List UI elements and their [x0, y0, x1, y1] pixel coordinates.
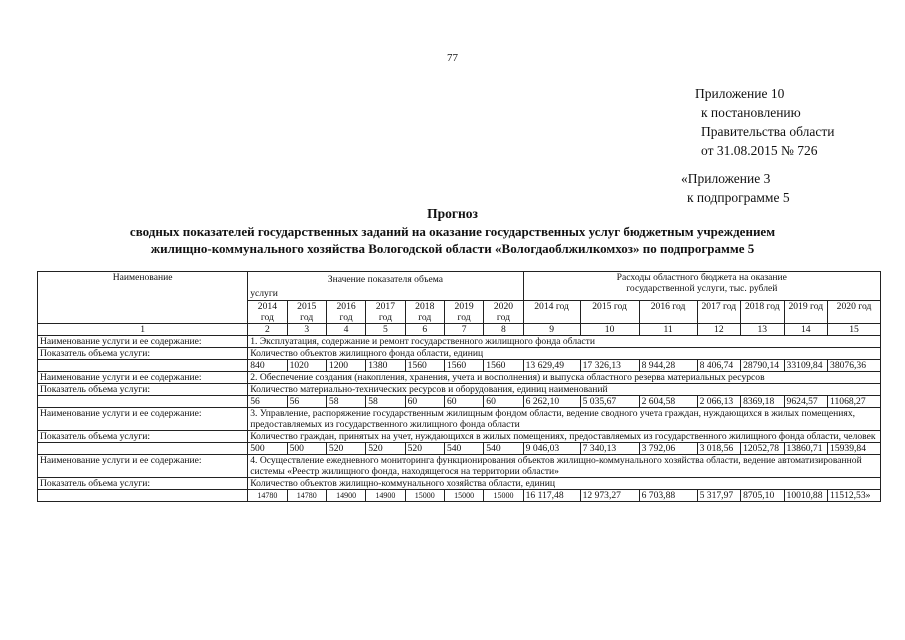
expense-value: 11512,53»: [828, 490, 881, 502]
header-name: Наименование: [38, 272, 248, 324]
volume-indicator: Количество объектов жилищного фонда области, единиц: [248, 348, 881, 360]
volume-value: 520: [405, 443, 444, 455]
annex-heading: [695, 84, 834, 160]
values-row-blank: [38, 396, 248, 408]
annex-line-3: Правительства области: [701, 124, 835, 139]
column-number: 11: [639, 324, 697, 336]
column-number: 13: [741, 324, 784, 336]
service-name-row: [38, 455, 881, 478]
page-number: 77: [447, 52, 458, 64]
expense-value: 17 326,13: [580, 360, 639, 372]
column-number: 5: [366, 324, 405, 336]
header-expense-group-line-2: государственной услуги, тыс. рублей: [626, 283, 778, 294]
column-number: 6: [405, 324, 444, 336]
expense-value: 38076,36: [828, 360, 881, 372]
expense-value: 12 973,27: [580, 490, 639, 502]
volume-value: 14780: [248, 490, 287, 502]
annex-sub-line-1: «Приложение 3: [681, 171, 771, 186]
column-number: 4: [326, 324, 365, 336]
volume-value: 540: [444, 443, 483, 455]
expense-value: 12052,78: [741, 443, 784, 455]
document-title: Прогноз: [427, 206, 478, 221]
column-number: 15: [828, 324, 881, 336]
volume-value: 1020: [287, 360, 326, 372]
service-name-label: Наименование услуги и ее содержание:: [38, 455, 248, 478]
header-volume-group-text: Значение показателя объема: [327, 274, 444, 285]
forecast-table: [37, 271, 881, 502]
header-volume-year: 2019 год: [444, 301, 483, 324]
values-row: [38, 396, 881, 408]
expense-value: 15939,84: [828, 443, 881, 455]
expense-value: 5 317,97: [697, 490, 740, 502]
volume-value: 1380: [366, 360, 405, 372]
expense-value: 10010,88: [784, 490, 827, 502]
volume-value: 14900: [326, 490, 365, 502]
volume-value: 15000: [484, 490, 523, 502]
volume-value: 1560: [405, 360, 444, 372]
expense-value: 9 046,03: [523, 443, 580, 455]
document-subtitle-line-1: сводных показателей государственных заданий на оказание государственных услуг бюджетным учреждением: [129, 224, 776, 239]
header-expense-year: 2017 год: [697, 301, 740, 324]
expense-value: 13 629,49: [523, 360, 580, 372]
volume-value: 56: [287, 396, 326, 408]
expense-value: 8369,18: [741, 396, 784, 408]
expense-value: 5 035,67: [580, 396, 639, 408]
header-volume-year: 2018 год: [405, 301, 444, 324]
volume-value: 500: [248, 443, 287, 455]
volume-value: 58: [326, 396, 365, 408]
header-expense-year: 2020 год: [828, 301, 881, 324]
expense-value: 13860,71: [784, 443, 827, 455]
volume-value: 1560: [444, 360, 483, 372]
service-name-row: [38, 372, 881, 384]
volume-value: 520: [326, 443, 365, 455]
volume-indicator-row: [38, 384, 881, 396]
values-row: [38, 443, 881, 455]
expense-value: 2 604,58: [639, 396, 697, 408]
volume-indicator: Количество материально-технических ресурсов и оборудования, единиц наименований: [248, 384, 881, 396]
service-content: 1. Эксплуатация, содержание и ремонт государственного жилищного фонда области: [248, 336, 881, 348]
column-number: 8: [484, 324, 523, 336]
service-name-row: [38, 408, 881, 431]
volume-value: 14900: [366, 490, 405, 502]
column-number: 10: [580, 324, 639, 336]
values-row: [38, 360, 881, 372]
volume-value: 840: [248, 360, 287, 372]
volume-value: 56: [248, 396, 287, 408]
values-row: [38, 490, 881, 502]
volume-value: 540: [484, 443, 523, 455]
header-expense-year: 2019 год: [784, 301, 827, 324]
column-number: 3: [287, 324, 326, 336]
volume-indicator: Количество граждан, принятых на учет, нуждающихся в жилых помещениях, предоставляемых из государственного жилищного фонда области, человек: [248, 431, 881, 443]
volume-indicator-row: [38, 348, 881, 360]
header-expense-year: 2016 год: [639, 301, 697, 324]
service-name-label: Наименование услуги и ее содержание:: [38, 372, 248, 384]
header-volume-year: 2016 год: [326, 301, 365, 324]
expense-value: 8 406,74: [697, 360, 740, 372]
volume-value: 1560: [484, 360, 523, 372]
volume-value: 500: [287, 443, 326, 455]
annex-sub-heading: [681, 169, 790, 207]
volume-value: 1200: [326, 360, 365, 372]
volume-indicator-row: [38, 431, 881, 443]
volume-indicator-label: Показатель объема услуги:: [38, 384, 248, 396]
volume-value: 60: [405, 396, 444, 408]
service-name-row: [38, 336, 881, 348]
header-volume-group: [248, 272, 523, 301]
document-subtitle-line-2: жилищно-коммунального хозяйства Вологодской области «Вологдаоблжилкомхоз» по подпрограмме 5: [150, 241, 755, 256]
service-name-label: Наименование услуги и ее содержание:: [38, 408, 248, 431]
annex-line-2: к постановлению: [701, 105, 801, 120]
service-content: 4. Осуществление ежедневного мониторинга функционирования объектов жилищно-коммунального хозяйства области, ведение автоматизированной системы «Реестр жилищного фонда, находящегося на территории области»: [248, 455, 881, 478]
volume-value: 15000: [444, 490, 483, 502]
header-expense-year: 2015 год: [580, 301, 639, 324]
volume-indicator-label: Показатель объема услуги:: [38, 348, 248, 360]
values-row-blank: [38, 490, 248, 502]
expense-value: 33109,84: [784, 360, 827, 372]
volume-value: 60: [444, 396, 483, 408]
expense-value: 6 703,88: [639, 490, 697, 502]
expense-value: 9624,57: [784, 396, 827, 408]
annex-line-4: от 31.08.2015 № 726: [701, 143, 818, 158]
header-expense-group-line-1: Расходы областного бюджета на оказание: [616, 272, 787, 283]
volume-indicator-label: Показатель объема услуги:: [38, 431, 248, 443]
volume-value: 15000: [405, 490, 444, 502]
expense-value: 8705,10: [741, 490, 784, 502]
header-volume-year: 2014 год: [248, 301, 287, 324]
service-content: 3. Управление, распоряжение государственным жилищным фондом области, ведение сводного учета граждан, нуждающихся в жилых помещениях, предоставляемых из государственного жилищного фонда области: [248, 408, 881, 431]
expense-value: 8 944,28: [639, 360, 697, 372]
header-volume-year: 2017 год: [366, 301, 405, 324]
service-name-label: Наименование услуги и ее содержание:: [38, 336, 248, 348]
document-subtitle: [0, 223, 905, 257]
expense-value: 16 117,48: [523, 490, 580, 502]
column-number: 1: [38, 324, 248, 336]
expense-value: 2 066,13: [697, 396, 740, 408]
header-volume-year: 2015 год: [287, 301, 326, 324]
expense-value: 28790,14: [741, 360, 784, 372]
header-volume-year: 2020 год: [484, 301, 523, 324]
annex-line-1: Приложение 10: [695, 86, 785, 101]
volume-value: 60: [484, 396, 523, 408]
service-content: 2. Обеспечение создания (накопления, хранения, учета и восполнения) и выпуска областного резерва материальных ресурсов: [248, 372, 881, 384]
volume-indicator-row: [38, 478, 881, 490]
expense-value: 3 018,56: [697, 443, 740, 455]
column-number: 9: [523, 324, 580, 336]
header-row-groups: [38, 272, 881, 301]
header-volume-group-suffix: услуги: [250, 288, 278, 299]
expense-value: 11068,27: [828, 396, 881, 408]
header-expense-year: 2014 год: [523, 301, 580, 324]
column-number: 2: [248, 324, 287, 336]
expense-value: 3 792,06: [639, 443, 697, 455]
values-row-blank: [38, 443, 248, 455]
values-row-blank: [38, 360, 248, 372]
header-row-numbers: [38, 324, 881, 336]
volume-indicator-label: Показатель объема услуги:: [38, 478, 248, 490]
volume-value: 520: [366, 443, 405, 455]
header-expense-year: 2018 год: [741, 301, 784, 324]
column-number: 12: [697, 324, 740, 336]
volume-value: 58: [366, 396, 405, 408]
volume-value: 14780: [287, 490, 326, 502]
column-number: 7: [444, 324, 483, 336]
header-expense-group: [523, 272, 880, 301]
column-number: 14: [784, 324, 827, 336]
annex-sub-line-2: к подпрограмме 5: [687, 190, 790, 205]
expense-value: 7 340,13: [580, 443, 639, 455]
volume-indicator: Количество объектов жилищно-коммунального хозяйства области, единиц: [248, 478, 881, 490]
expense-value: 6 262,10: [523, 396, 580, 408]
